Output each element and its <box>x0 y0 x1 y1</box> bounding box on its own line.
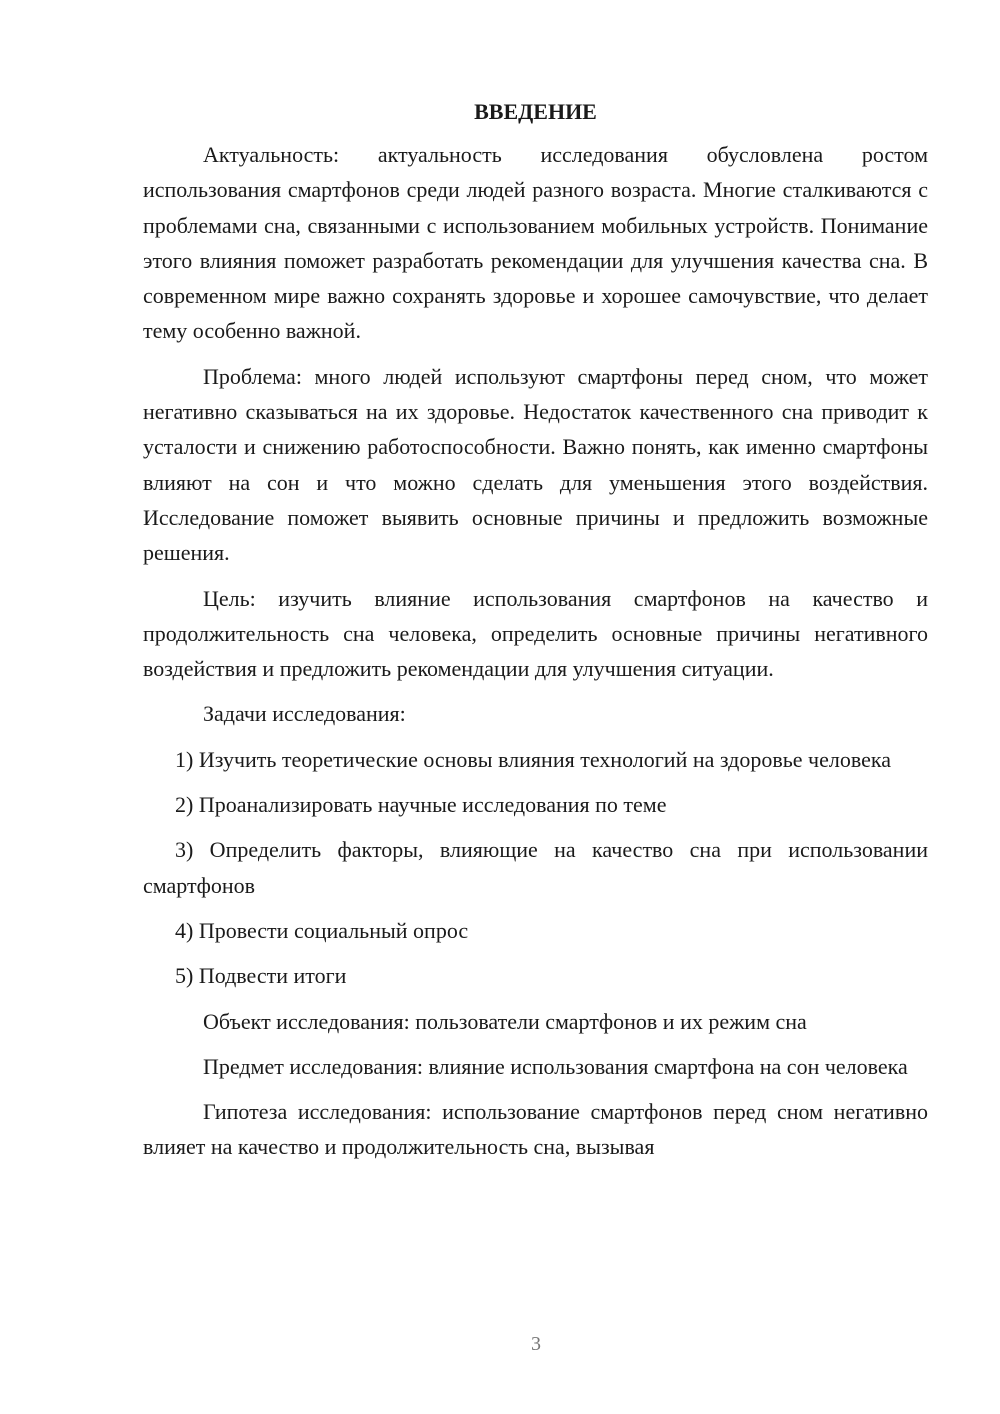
task-item: 2) Проанализировать научные исследования по теме <box>175 792 667 818</box>
task-item: 4) Провести социальный опрос <box>175 917 469 943</box>
object-paragraph: Объект исследования: пользователи смартфонов и их режим сна <box>203 1008 807 1034</box>
relevance-paragraph: Актуальность: актуальность исследования обусловлена ростом использования смартфонов среди людей разного возраста. Многие сталкиваются с проблемами сна, связанными с использованием мобильных устройств. Понимание этого влияния поможет разработать рекомендации для улучшения качества сна. В современном мире важно сохранять здоровье и хорошее самочувствие, что делает тему особенно важной. <box>143 142 928 344</box>
hypothesis-paragraph: Гипотеза исследования: использование смартфонов перед сном негативно влияет на качество и продолжительность сна, вызывая <box>143 1099 928 1160</box>
page-content <box>143 97 928 1175</box>
problem-paragraph: Проблема: много людей используют смартфоны перед сном, что может негативно сказываться на их здоровье. Недостаток качественного сна приводит к усталости и снижению работоспособности. Важно понять, как именно смартфоны влияют на сон и что можно сделать для уменьшения этого воздействия. Исследование поможет выявить основные причины и предложить возможные решения. <box>143 363 928 566</box>
section-heading: ВВЕДЕНИЕ <box>474 99 597 124</box>
task-item: 1) Изучить теоретические основы влияния технологий на здоровье человека <box>175 746 891 772</box>
goal-paragraph: Цель: изучить влияние использования смартфонов на качество и продолжительность сна человека, определить основные причины негативного воздействия и предложить рекомендации для улучшения ситуации. <box>143 585 928 682</box>
tasks-title: Задачи исследования: <box>203 701 406 727</box>
page-number: 3 <box>531 1333 541 1355</box>
task-item: 5) Подвести итоги <box>175 963 347 989</box>
subject-paragraph: Предмет исследования: влияние использования смартфона на сон человека <box>203 1053 908 1079</box>
task-item: 3) Определить факторы, влияющие на качество сна при использовании смартфонов <box>143 837 928 898</box>
